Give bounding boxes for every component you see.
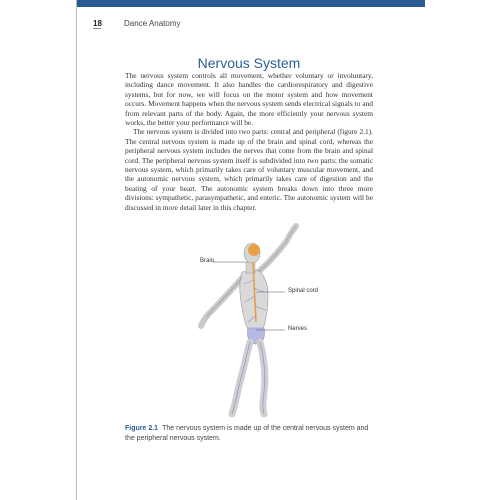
- figure-caption: [125, 424, 375, 444]
- nervous-system-figure: [190, 222, 325, 418]
- top-accent-bar: [77, 0, 425, 7]
- callout-spinal-cord: Spinal cord: [288, 288, 319, 294]
- page-gutter-line: [76, 0, 77, 500]
- section-title: Nervous System: [197, 55, 301, 71]
- page-number-rule: [93, 28, 101, 29]
- running-head: Dance Anatomy: [124, 19, 181, 28]
- callout-nerves: Nerves: [288, 326, 308, 332]
- dancer-illustration: [190, 222, 325, 418]
- figure-number: Figure 2.1: [125, 425, 159, 432]
- paragraph-1: The nervous system controls all movement, whether voluntary or involuntary, including dance movement. It also handles the cardiorespiratory and digestive systems, but for now, we will focus on the motor system and how movement occurs. Movement happens when the nervous system sends electrical signals to and from relevant parts of the body. Again, the more efficiently your nervous system works, the better your performance will be.: [125, 71, 373, 128]
- body-text: [125, 71, 373, 212]
- paragraph-2: The nervous system is divided into two parts: central and peripheral (figure 2.1). The central nervous system is made up of the brain and spinal cord, whereas the peripheral nervous system includes the nerves that come from the brain and spinal cord. The peripheral nervous system itself is subdivided into two parts: the somatic nervous system, which primarily takes care of voluntary muscular movement, and the autonomic nervous system, which primarily takes care of digestion and the beating of your heart. The autonomic system breaks down into three more divisions: sympathetic, parasympathetic, and enteric. The autonomic system will be discussed in more detail later in this chapter.: [125, 127, 373, 212]
- brain-shape: [248, 244, 260, 256]
- caption-text: The nervous system is made up of the central nervous system and the peripheral nervous system.: [125, 425, 369, 442]
- page-number: 18: [93, 19, 102, 28]
- callout-brain: Brain: [200, 258, 215, 264]
